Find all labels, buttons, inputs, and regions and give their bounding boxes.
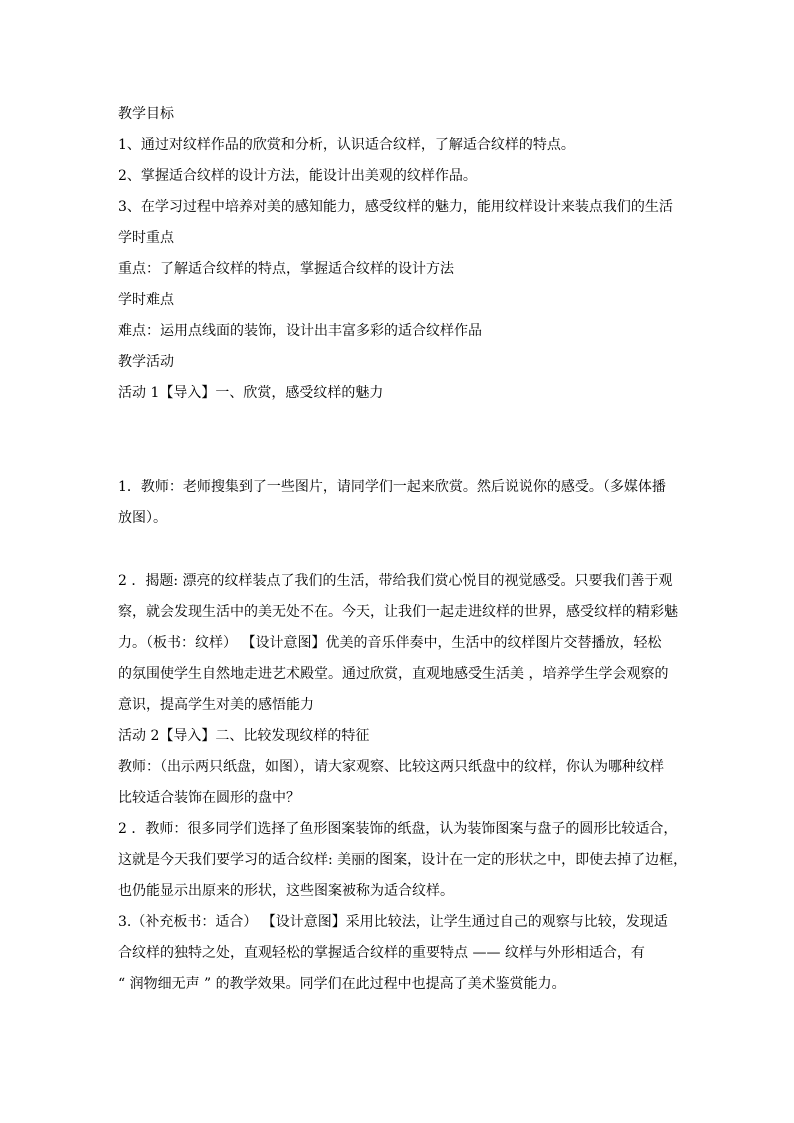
activity-1-title: 活动 1【导入】一、欣赏，感受纹样的魅力 [118, 385, 384, 401]
activity-1-step-2-line-4: 的氛围使学生自然地走进艺术殿堂。通过欣赏，直观地感受生活美 ，培养学生学会观察的 [118, 666, 669, 682]
activity-2-step-1-line-2: 比较适合装饰在圆形的盘中？ [118, 790, 300, 806]
activity-2-step-1-line-1: 教师：（出示两只纸盘，如图），请大家观察、比较这两只纸盘中的纹样，你认为哪种纹样 [118, 759, 664, 775]
activity-1-step-2-line-5: 意识，提高学生对美的感悟能力 [118, 697, 314, 713]
activity-1-step-2-line-1: 2 ．揭题: 漂亮的纹样装点了我们的生活，带给我们赏心悦目的视觉感受。只要我们善于观 [118, 573, 673, 589]
activity-1-step-1-line-2: 放图）。 [118, 510, 167, 526]
activity-2-title: 活动 2【导入】二、比较发现纹样的特征 [118, 728, 370, 744]
activity-2-step-3-line-2: 合纹样的独特之处，直观轻松的掌握适合纹样的重要特点 —— 纹样与外形相适合，有 [118, 945, 645, 961]
heading-difficulties: 学时难点 [118, 292, 174, 308]
goal-item-2: 2、掌握适合纹样的设计方法，能设计出美观的纹样作品。 [118, 168, 477, 184]
activity-1-step-1-line-1: 1．教师：老师搜集到了一些图片，请同学们一起来欣赏。然后说说你的感受。（多媒体播 [118, 479, 666, 495]
heading-key-points: 学时重点 [118, 230, 174, 246]
heading-teaching-goals: 教学目标 [118, 106, 174, 122]
goal-item-3: 3、在学习过程中培养对美的感知能力，感受纹样的魅力，能用纹样设计来装点我们的生活 [118, 199, 673, 215]
goal-item-1: 1、通过对纹样作品的欣赏和分析，认识适合纹样，了解适合纹样的特点。 [118, 137, 575, 153]
heading-teaching-activities: 教学活动 [118, 354, 174, 370]
activity-2-step-2-line-1: 2 ．教师：很多同学们选择了鱼形图案装饰的纸盘，认为装饰图案与盘子的圆形比较适合， [118, 821, 678, 837]
activity-1-step-2-line-2: 察，就会发现生活中的美无处不在。今天，让我们一起走进纹样的世界，感受纹样的精彩魅 [118, 604, 678, 620]
activity-2-step-3-line-1: 3.（补充板书：适合） 【设计意图】采用比较法，让学生通过自己的观察与比较，发现适 [118, 914, 668, 930]
activity-2-step-2-line-2: 这就是今天我们要学习的适合纹样: 美丽的图案，设计在一定的形状之中，即使去掉了边框， [118, 852, 688, 868]
activity-2-step-3-line-3: “ 润物细无声 ” 的教学效果。同学们在此过程中也提高了美术鉴赏能力。 [118, 976, 566, 992]
activity-1-step-2-line-3: 力。（板书：纹样） 【设计意图】优美的音乐伴奏中，生活中的纹样图片交替播放，轻松 [118, 635, 662, 651]
activity-2-step-2-line-3: 也仍能显示出原来的形状，这些图案被称为适合纹样。 [118, 883, 454, 899]
difficulty-text: 难点：运用点线面的装饰，设计出丰富多彩的适合纹样作品 [118, 323, 482, 339]
key-point-text: 重点：了解适合纹样的特点，掌握适合纹样的设计方法 [118, 261, 454, 277]
